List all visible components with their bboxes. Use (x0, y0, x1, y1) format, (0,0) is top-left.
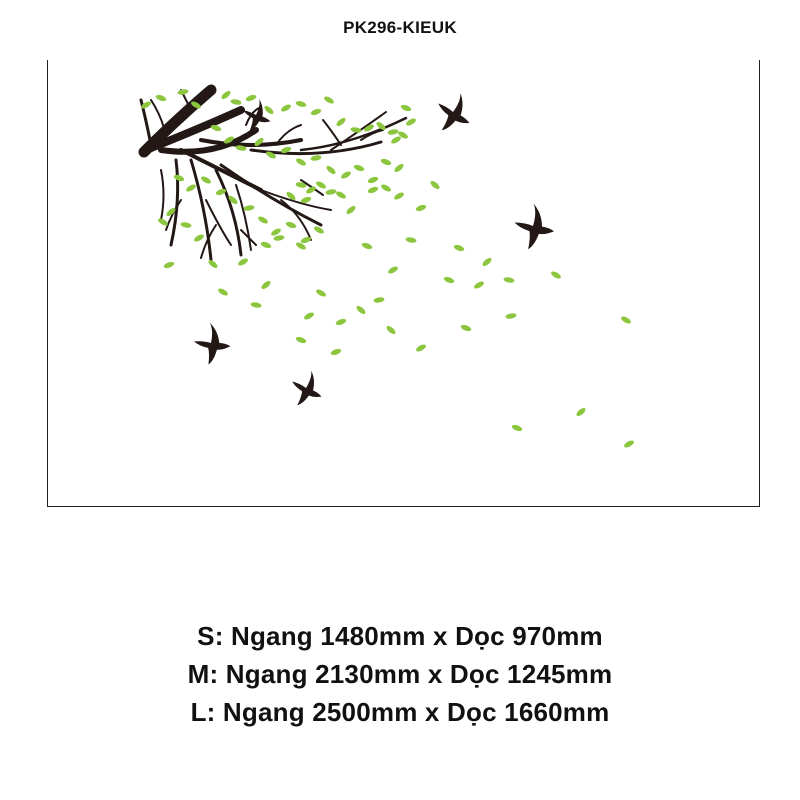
leaf (260, 279, 272, 290)
leaf (263, 104, 275, 115)
leaf (387, 128, 399, 135)
leaf (237, 257, 249, 267)
leaf (295, 336, 307, 345)
leaf (325, 188, 337, 195)
leaf (373, 296, 385, 303)
leaf (550, 270, 562, 280)
leaf (303, 311, 315, 321)
branch-segment (221, 165, 321, 225)
leaf (323, 95, 335, 105)
leaf (273, 234, 285, 241)
size-option-m: M: Ngang 2130mm x Dọc 1245mm (187, 659, 613, 689)
leaf (155, 94, 167, 103)
leaf (325, 164, 337, 175)
leaf (243, 204, 255, 211)
leaf (503, 276, 515, 283)
branch-segment (171, 160, 178, 245)
tree-branch-artwork (48, 60, 761, 507)
leaf (620, 315, 632, 325)
product-code-title: PK296-KIEUK (343, 18, 457, 37)
decal-preview-frame (47, 60, 760, 507)
leaf (393, 191, 405, 201)
leaf (193, 233, 205, 243)
leaf (380, 183, 392, 193)
leaf (257, 215, 269, 225)
leaf (380, 158, 392, 167)
size-option-s: S: Ngang 1480mm x Dọc 970mm (197, 621, 603, 651)
leaf (250, 301, 262, 308)
bird-icon (190, 319, 233, 366)
leaf (285, 221, 297, 230)
leaf (310, 108, 322, 117)
leaf (345, 204, 357, 215)
leaf (350, 126, 362, 133)
leaf (295, 157, 307, 167)
bird-icon (243, 99, 270, 131)
leaf (405, 236, 417, 243)
leaf (415, 343, 427, 353)
leaf (295, 100, 307, 108)
leaf (511, 424, 523, 433)
bird-icon (512, 201, 556, 251)
leaf (180, 221, 192, 228)
leaf (473, 280, 485, 290)
leaf (220, 89, 232, 100)
leaf (623, 439, 635, 449)
leaf (367, 176, 379, 185)
leaf (355, 304, 367, 315)
leaf (575, 406, 587, 417)
leaf (335, 116, 347, 127)
leaf (313, 225, 325, 235)
leaf (310, 154, 322, 161)
leaf (177, 88, 189, 95)
branch-segment (201, 140, 301, 145)
leaf (415, 204, 427, 213)
leaf (361, 242, 373, 251)
branch-segment (151, 100, 166, 135)
leaf (335, 190, 347, 200)
branch-segment (161, 170, 164, 220)
leaf (163, 261, 175, 270)
leaf (185, 183, 197, 193)
leaf (390, 135, 402, 145)
leaf (340, 170, 352, 180)
leaf (217, 287, 229, 297)
leaf (387, 265, 399, 275)
leaf (453, 244, 465, 253)
branch-segment (191, 160, 211, 260)
leaf (315, 288, 327, 298)
leaf (367, 186, 379, 195)
leaf (400, 104, 412, 113)
leaf (315, 180, 327, 190)
leaf (353, 164, 365, 173)
leaf (260, 241, 272, 250)
leaf (393, 162, 405, 173)
leaf (330, 348, 342, 357)
leaf (245, 94, 257, 103)
bird-icon (434, 90, 474, 135)
leaf (505, 312, 517, 319)
bird-icon (290, 369, 324, 408)
size-option-l: L: Ngang 2500mm x Dọc 1660mm (190, 697, 610, 727)
leaf (429, 179, 441, 190)
leaf (460, 324, 472, 333)
leaf (443, 276, 455, 285)
leaf (230, 98, 242, 105)
leaf (481, 256, 493, 267)
leaf (385, 324, 397, 335)
leaf (335, 318, 347, 327)
leaf (200, 175, 212, 185)
leaf (207, 258, 219, 269)
leaf (280, 103, 292, 113)
size-options (0, 617, 800, 731)
